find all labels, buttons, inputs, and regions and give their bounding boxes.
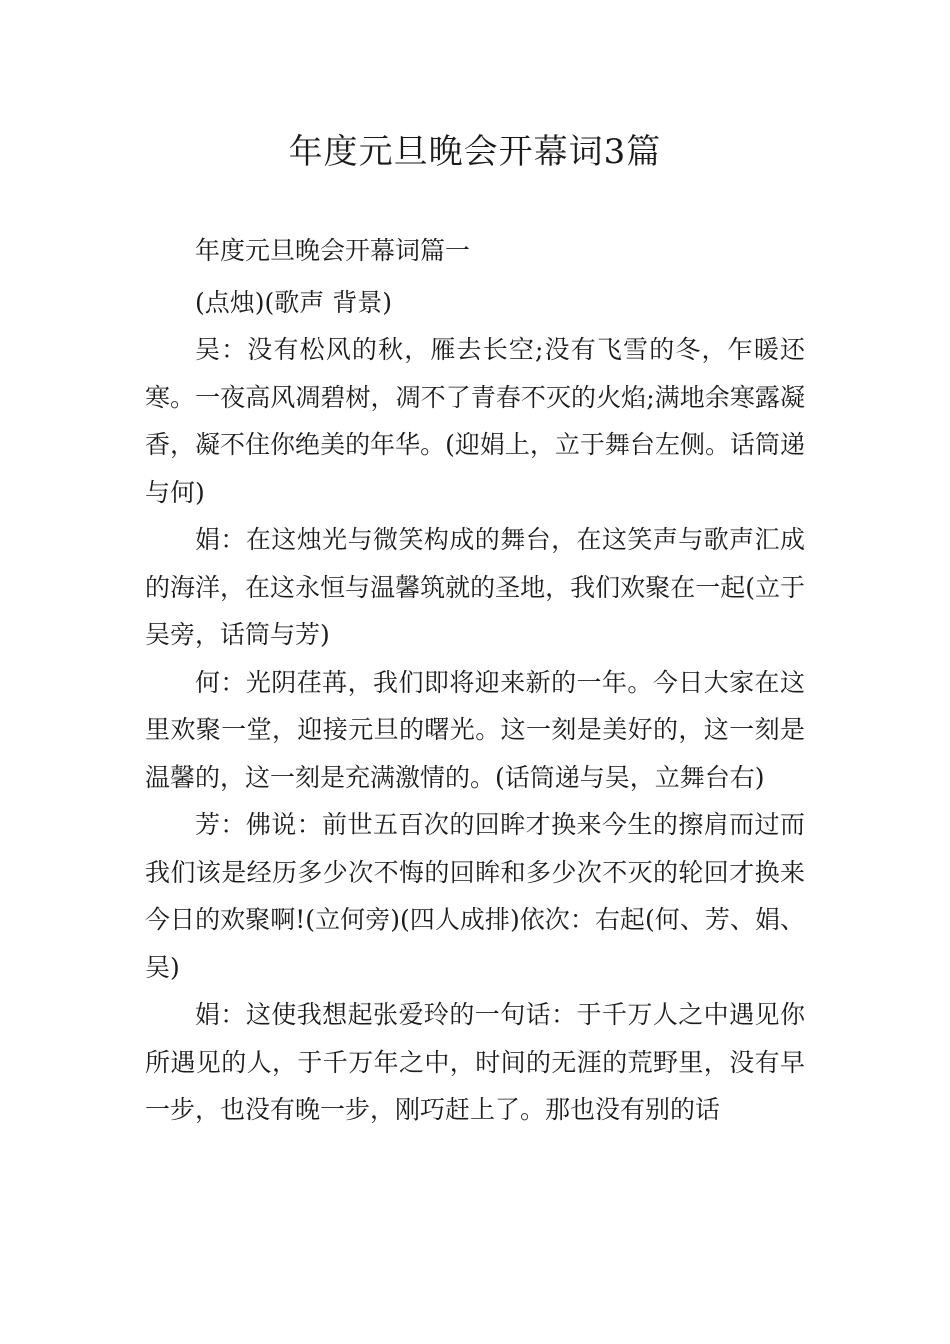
document-title: 年度元旦晚会开幕词3篇 [288, 132, 662, 172]
stage-direction-paragraph: (点烛)(歌声 背景) [195, 287, 392, 317]
script-paragraph-wu: 吴：没有松风的秋，雁去长空;没有飞雪的冬，乍暖还寒。一夜高风凋碧树，凋不了青春不灭的火焰;满地余寒露凝香，凝不住你绝美的年华。(迎娟上，立于舞台左侧。话筒递与何) [145, 335, 805, 507]
script-paragraph-juan: 娟：在这烛光与微笑构成的舞台，在这笑声与歌声汇成的海洋，在这永恒与温馨筑就的圣地，我们欢聚在一起(立于吴旁，话筒与芳) [145, 525, 805, 649]
document-body [145, 227, 805, 1134]
script-paragraph-he: 何：光阴荏苒，我们即将迎来新的一年。今日大家在这里欢聚一堂，迎接元旦的曙光。这一刻是美好的，这一刻是温馨的，这一刻是充满激情的。(话筒递与吴，立舞台右) [145, 667, 805, 792]
section-heading: 年度元旦晚会开幕词篇一 [195, 236, 471, 265]
script-paragraph-fang: 芳：佛说：前世五百次的回眸才换来今生的擦肩而过而我们该是经历多少次不悔的回眸和多少次不灭的轮回才换来今日的欢聚啊!(立何旁)(四人成排)依次：右起(何、芳、娟、吴) [145, 810, 805, 982]
script-paragraph-juan-2: 娟：这使我想起张爱玲的一句话：于千万人之中遇见你所遇见的人，于千万年之中，时间的无涯的荒野里，没有早一步，也没有晚一步，刚巧赶上了。那也没有别的话 [145, 1000, 805, 1124]
